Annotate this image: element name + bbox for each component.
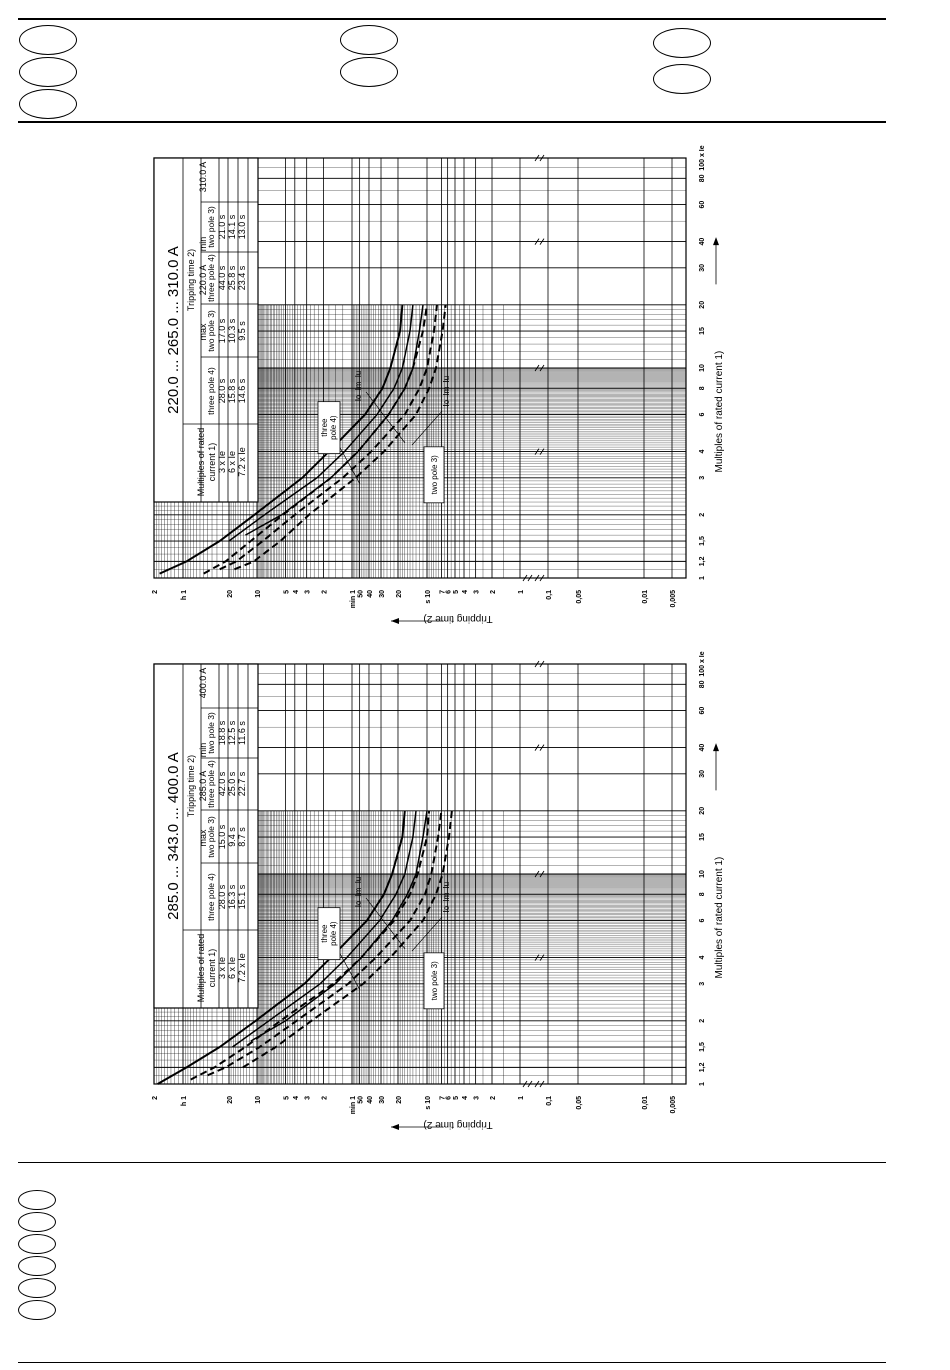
x-axis-arrow-head <box>713 743 719 751</box>
label-Iu: Iu <box>442 881 451 889</box>
x-tick-label: 10 <box>699 870 706 878</box>
table-group-header: Tripping time 2) <box>186 248 196 312</box>
table-row-label: 6 x Ie <box>227 956 237 980</box>
table-cell: 16.3 s <box>227 884 237 910</box>
y-tick-label: h 1 <box>181 590 188 601</box>
table-min-current: 285.0 A <box>198 770 208 802</box>
table-row-label: 7.2 x Ie <box>237 953 247 983</box>
x-tick-label: 1,5 <box>699 1042 706 1052</box>
table-cell: 15.8 s <box>227 378 237 404</box>
table-group-header: Tripping time 2) <box>186 754 196 818</box>
table-cell: 17.0 s <box>217 318 227 344</box>
y-tick-label: 4 <box>462 1096 470 1100</box>
x-tick-label: 4 <box>699 449 706 454</box>
x-tick-label: 20 <box>699 806 706 815</box>
label-leader <box>340 954 360 990</box>
y-tick-label: 7 <box>439 590 447 594</box>
table-cell: 25.0 s <box>227 771 237 797</box>
table-col-header: two pole 3) <box>206 816 216 858</box>
two-pole-label: two pole 3) <box>430 455 439 495</box>
table-col-header: two pole 3) <box>206 712 216 754</box>
y-tick-label: 1 <box>518 590 525 594</box>
x-tick-label: 2 <box>699 512 706 517</box>
x-tick-label: 20 <box>699 300 706 309</box>
y-tick-label: 10 <box>255 590 262 598</box>
table-cell: 11.6 s <box>237 721 247 745</box>
table-col-header: two pole 3) <box>206 310 216 352</box>
y-tick-label: 0,05 <box>576 1096 583 1110</box>
y-tick-label: 2 <box>321 590 329 594</box>
y-axis-arrow-head <box>391 618 399 624</box>
label-Im: Im <box>354 887 363 897</box>
x-tick-label: 100 x Ie <box>699 145 706 171</box>
table-row-header: Multiples of rated <box>196 933 206 1003</box>
y-tick-label: 20 <box>395 590 403 598</box>
y-tick-label: 50 <box>357 590 365 598</box>
table-cell: 18.8 s <box>217 720 227 746</box>
table-row-label: 3 x Ie <box>217 450 227 474</box>
y-tick-label: 4 <box>292 1096 300 1100</box>
table-cell: 25.8 s <box>227 265 237 291</box>
table-row-header: current 1) <box>207 948 217 988</box>
y-tick-label: 0,1 <box>546 590 553 600</box>
label-Iu: Iu <box>354 370 363 378</box>
y-axis-label: Tripping time 2) <box>423 613 493 624</box>
y-tick-label: min 1 <box>350 590 357 609</box>
y-tick-label: 2 <box>490 1096 498 1100</box>
table-cell: 15.1 s <box>237 884 247 910</box>
y-tick-label: 2 <box>490 590 498 594</box>
y-tick-label: 3 <box>304 590 312 594</box>
x-tick-label: 80 <box>699 680 706 689</box>
table-min-label: min <box>198 236 208 252</box>
table-row-label: 7.2 x Ie <box>237 447 247 477</box>
x-tick-label: 80 <box>699 174 706 183</box>
y-tick-label: 7 <box>439 1096 447 1100</box>
y-tick-label: 2 <box>321 1096 329 1100</box>
chart-title: 220.0 ... 265.0 ... 310.0 A <box>165 246 182 414</box>
y-tick-label: 4 <box>462 590 470 594</box>
table-row-header: Multiples of rated <box>196 427 206 497</box>
label-Io: Io <box>354 394 363 402</box>
x-tick-label: 3 <box>699 981 706 986</box>
x-tick-label: 30 <box>699 769 706 778</box>
table-min-label: min <box>198 742 208 758</box>
table-cell: 23.4 s <box>237 265 247 291</box>
three-pole-label: pole 4) <box>329 415 338 440</box>
y-tick-label: 1 <box>518 1096 525 1100</box>
chart-panel <box>152 651 725 1130</box>
table-cell: 8.7 s <box>237 827 247 847</box>
y-tick-label: 40 <box>366 590 374 598</box>
label-Io: Io <box>442 399 451 407</box>
label-Im: Im <box>442 892 451 902</box>
table-cell: 42.0 s <box>217 771 227 797</box>
y-tick-label: 3 <box>473 590 481 594</box>
three-pole-label: three <box>320 418 329 437</box>
table-cell: 28.0 s <box>217 378 227 404</box>
y-tick-label: 6 <box>445 590 453 594</box>
table-max-current: 400.0 A <box>198 667 208 699</box>
table-cell: 22.7 s <box>237 771 247 797</box>
y-tick-label: 10 <box>255 1096 262 1104</box>
y-tick-label: 20 <box>227 590 234 598</box>
y-tick-label: 0,01 <box>642 1096 649 1110</box>
label-Io: Io <box>442 905 451 913</box>
x-tick-label: 1,2 <box>699 556 706 567</box>
y-tick-label: s 10 <box>425 1096 432 1110</box>
x-tick-label: 60 <box>699 706 706 715</box>
x-tick-label: 10 <box>699 364 706 372</box>
x-axis-arrow-head <box>713 237 719 245</box>
x-tick-label: 40 <box>699 237 706 246</box>
y-tick-label: 0,05 <box>576 590 583 604</box>
y-tick-label: 6 <box>445 1096 453 1100</box>
y-tick-label: 2 <box>152 1096 159 1100</box>
y-tick-label: 5 <box>452 590 460 594</box>
x-tick-label: 100 x Ie <box>699 651 706 677</box>
y-tick-label: 30 <box>379 1096 387 1104</box>
y-axis-arrow-head <box>391 1124 399 1130</box>
x-tick-label: 1,2 <box>699 1062 706 1073</box>
x-axis-label: Multiples of rated current 1) <box>714 856 725 979</box>
label-Io: Io <box>354 900 363 908</box>
three-pole-label: three <box>320 924 329 943</box>
y-tick-label: 40 <box>366 1096 374 1104</box>
y-tick-label: 5 <box>283 1096 291 1100</box>
x-tick-label: 1 <box>699 576 706 580</box>
x-tick-label: 15 <box>699 833 706 841</box>
x-tick-label: 1,5 <box>699 536 706 546</box>
x-tick-label: 15 <box>699 327 706 335</box>
chart-title: 285.0 ... 343.0 ... 400.0 A <box>165 752 182 920</box>
table-cell: 44.0 s <box>217 265 227 291</box>
y-tick-label: 2 <box>152 590 159 594</box>
x-tick-label: 6 <box>699 412 706 417</box>
table-col-header: three pole 4) <box>206 760 216 808</box>
y-tick-label: min 1 <box>350 1096 357 1115</box>
y-tick-label: 5 <box>283 590 291 594</box>
y-tick-label: 5 <box>452 1096 460 1100</box>
chart-panel <box>152 145 725 624</box>
table-row-label: 6 x Ie <box>227 450 237 474</box>
y-tick-label: 0,005 <box>670 590 677 608</box>
x-tick-label: 3 <box>699 475 706 480</box>
table-cell: 21.0 s <box>217 214 227 240</box>
x-tick-label: 4 <box>699 955 706 960</box>
x-tick-label: 8 <box>699 892 706 897</box>
y-tick-label: 4 <box>292 590 300 594</box>
label-Im: Im <box>442 386 451 396</box>
x-tick-label: 8 <box>699 386 706 391</box>
y-tick-label: 30 <box>379 590 387 598</box>
table-row-label: 3 x Ie <box>217 956 227 980</box>
table-cell: 14.1 s <box>227 214 237 240</box>
y-tick-label: 3 <box>473 1096 481 1100</box>
table-max-current: 310.0 A <box>198 161 208 193</box>
label-Im: Im <box>354 381 363 391</box>
y-tick-label: s 10 <box>425 590 432 604</box>
table-col-header: two pole 3) <box>206 206 216 248</box>
x-axis-label: Multiples of rated current 1) <box>714 350 725 473</box>
table-cell: 9.5 s <box>237 321 247 341</box>
table-cell: 12.5 s <box>227 720 237 746</box>
label-Iu: Iu <box>354 876 363 884</box>
table-col-header: three pole 4) <box>206 254 216 302</box>
table-col-header: three pole 4) <box>206 367 216 415</box>
x-tick-label: 40 <box>699 743 706 752</box>
x-tick-label: 60 <box>699 200 706 209</box>
y-tick-label: 20 <box>227 1096 234 1104</box>
y-tick-label: 0,01 <box>642 590 649 604</box>
table-col-header: three pole 4) <box>206 873 216 921</box>
y-axis-label: Tripping time 2) <box>423 1119 493 1130</box>
table-cell: 13.0 s <box>237 214 247 240</box>
table-cell: 15.0 s <box>217 824 227 850</box>
table-cell: 14.6 s <box>237 378 247 404</box>
x-tick-label: 2 <box>699 1018 706 1023</box>
two-pole-label: two pole 3) <box>430 961 439 1001</box>
table-max-label: max <box>198 323 208 341</box>
table-min-current: 220.0 A <box>198 264 208 296</box>
y-tick-label: 3 <box>304 1096 312 1100</box>
y-tick-label: 0,1 <box>546 1096 553 1106</box>
y-tick-label: h 1 <box>181 1096 188 1107</box>
y-tick-label: 50 <box>357 1096 365 1104</box>
x-tick-label: 6 <box>699 918 706 923</box>
three-pole-label: pole 4) <box>329 921 338 946</box>
label-leader <box>366 898 405 949</box>
x-tick-label: 1 <box>699 1082 706 1086</box>
label-Iu: Iu <box>442 375 451 383</box>
table-cell: 9.4 s <box>227 827 237 847</box>
table-cell: 28.0 s <box>217 884 227 910</box>
y-tick-label: 20 <box>395 1096 403 1104</box>
y-tick-label: 0,005 <box>670 1096 677 1114</box>
table-cell: 10.3 s <box>227 318 237 344</box>
x-tick-label: 30 <box>699 263 706 272</box>
table-row-header: current 1) <box>207 442 217 482</box>
table-max-label: max <box>198 829 208 847</box>
